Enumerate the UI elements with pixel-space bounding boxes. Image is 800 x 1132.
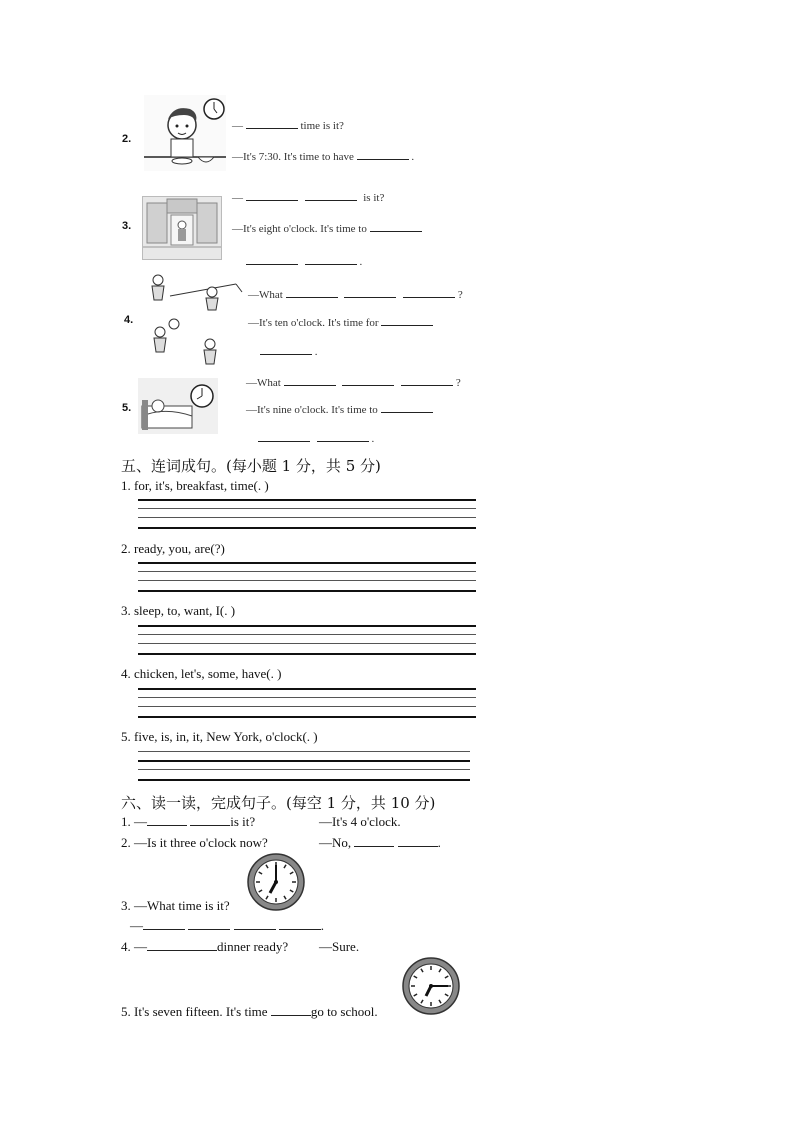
q3-question: 3. —What time is it? [121,898,230,913]
answer-blank[interactable] [260,343,312,355]
part5-item-5-label: 5. five, is, in, it, New York, o'clock(. ) [121,729,318,744]
section-5-title: 五、连词成句。(每小题 1 分，共 5 分) [121,457,381,475]
q1-answer: —It's 4 o'clock. [319,814,401,829]
item-5-line1-end: ? [455,377,461,389]
item-4-line2-text: —It's ten o'clock. It's time for [248,317,379,329]
answer-blank[interactable] [279,918,321,930]
q2-answer-end: . [437,835,441,850]
answer-blank[interactable] [246,189,298,201]
q5-prefix: 5. It's seven fifteen. It's time [121,1004,268,1019]
answer-blank[interactable] [147,814,187,826]
answer-blank[interactable] [305,253,357,265]
item-number: 3. [122,220,132,232]
q5-suffix: go to school. [310,1004,378,1019]
writing-lines[interactable] [138,624,476,656]
q4-prefix: 4. — [121,939,147,954]
item-number: 2. [122,133,132,145]
q3-answer-end: . [320,918,324,933]
answer-blank[interactable] [344,286,396,298]
writing-lines[interactable] [138,687,476,719]
item-4-line1-end: ? [457,289,463,301]
answer-blank[interactable] [188,918,230,930]
answer-blank[interactable] [143,918,185,930]
q1-question: is it? [230,814,256,829]
answer-blank[interactable] [342,374,394,386]
child-sleeping-in-bed-image [138,378,218,434]
answer-blank[interactable] [246,253,298,265]
writing-lines[interactable] [138,561,476,593]
q4-question: dinner ready? [217,939,289,954]
answer-blank[interactable] [357,148,409,160]
q4-answer: —Sure. [319,939,360,954]
answer-blank[interactable] [190,814,230,826]
item-number: 4. [124,314,134,326]
children-playing-sports-image [136,270,244,372]
writing-lines[interactable] [138,750,470,782]
answer-blank[interactable] [271,1004,311,1016]
boy-eating-breakfast-image [144,95,226,171]
answer-blank[interactable] [147,939,217,951]
item-5-line1-prefix: —What [246,377,281,389]
item-2-line2-end: . [411,151,415,163]
answer-blank[interactable] [403,286,455,298]
q2-answer-prefix: —No, [319,835,352,850]
clock-icon [401,956,461,1016]
item-2-line2-text: —It's 7:30. It's time to have [232,151,354,163]
part5-item-1-label: 1. for, it's, breakfast, time(. ) [121,478,269,493]
answer-blank[interactable] [246,117,298,129]
answer-blank[interactable] [258,430,310,442]
answer-blank[interactable] [401,374,453,386]
item-number: 5. [122,402,132,414]
item-4-line3-end: . [314,346,318,358]
q2-question: 2. —Is it three o'clock now? [121,835,268,850]
answer-blank[interactable] [284,374,336,386]
answer-blank[interactable] [370,220,422,232]
item-2-line1-prefix: — [232,120,243,132]
part5-item-4-label: 4. chicken, let's, some, have(. ) [121,666,282,681]
section-6-title: 六、读一读，完成句子。(每空 1 分，共 10 分) [121,794,436,812]
answer-blank[interactable] [305,189,357,201]
answer-blank[interactable] [317,430,369,442]
answer-blank[interactable] [286,286,338,298]
item-2-line1-text: time is it? [300,120,344,132]
boy-going-to-school-image [142,196,222,260]
item-3-line1-prefix: — [232,192,243,204]
answer-blank[interactable] [234,918,276,930]
item-3-line3-end: . [359,256,363,268]
answer-blank[interactable] [381,314,433,326]
clock-icon [246,852,306,912]
part5-item-2-label: 2. ready, you, are(?) [121,541,225,556]
part5-item-3-label: 3. sleep, to, want, I(. ) [121,603,236,618]
answer-blank[interactable] [398,835,438,847]
item-4-line1-prefix: —What [248,289,283,301]
q3-answer-prefix: — [130,918,143,933]
answer-blank[interactable] [381,401,433,413]
q1-prefix: 1. — [121,814,147,829]
item-5-line3-end: . [371,433,375,445]
answer-blank[interactable] [354,835,394,847]
writing-lines[interactable] [138,498,476,530]
item-5-line2-text: —It's nine o'clock. It's time to [246,404,378,416]
item-3-line1-text: is it? [363,192,385,204]
item-3-line2-text: —It's eight o'clock. It's time to [232,223,367,235]
